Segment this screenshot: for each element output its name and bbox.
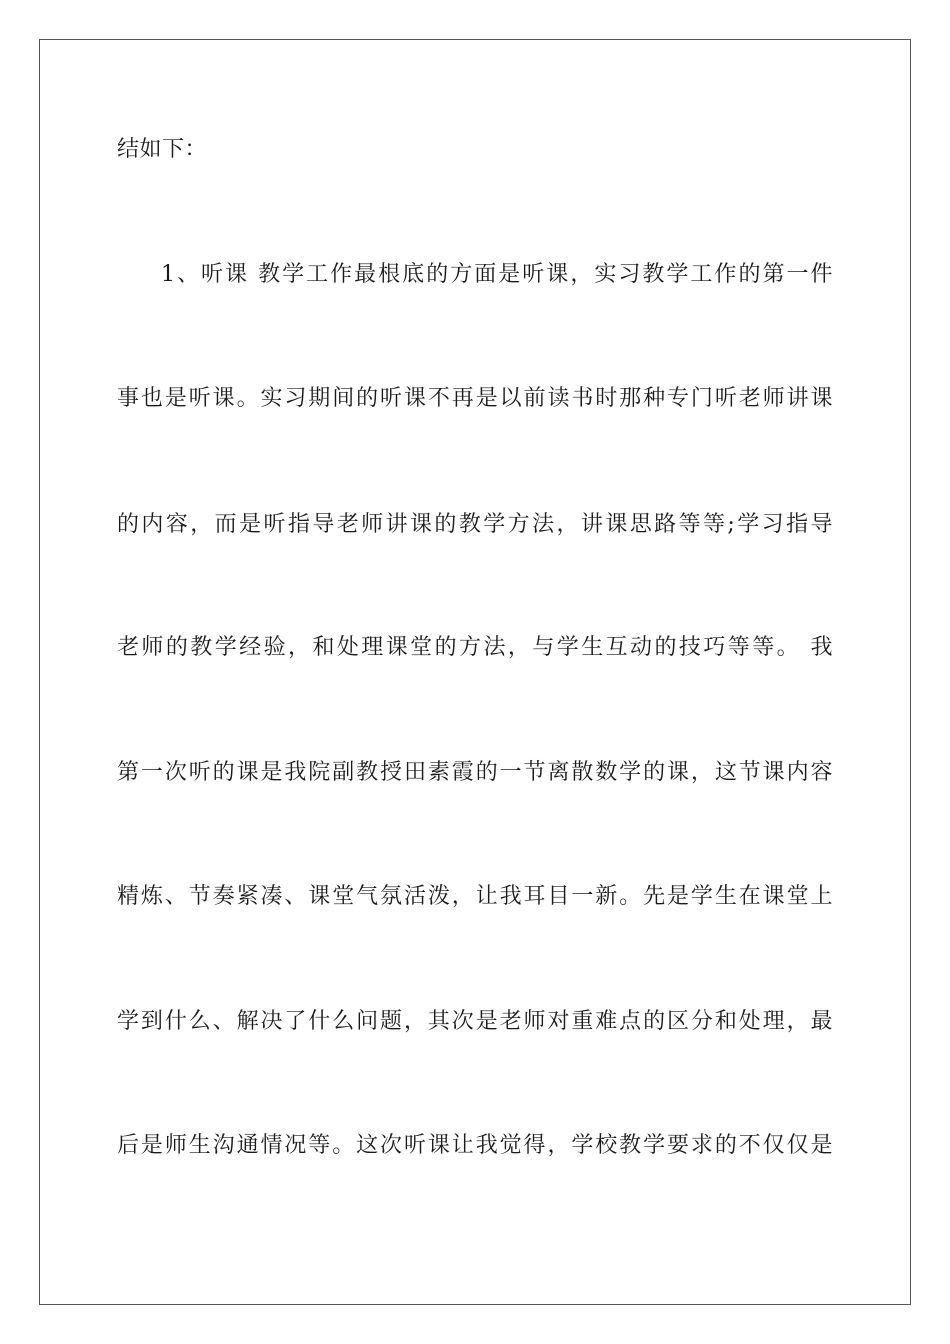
text-line-9: 后是师生沟通情况等。这次听课让我觉得，学校教学要求的不仅仅是 (117, 1133, 833, 1158)
text-line-1: 结如下： (117, 137, 208, 162)
text-line-6: 第一次听的课是我院副教授田素霞的一节离散数学的课，这节课内容 (117, 760, 833, 785)
page-border (39, 39, 911, 1305)
text-line-8: 学到什么、解决了什么问题，其次是老师对重难点的区分和处理，最 (117, 1009, 833, 1034)
text-line-4: 的内容，而是听指导老师讲课的教学方法，讲课思路等等;学习指导 (117, 512, 833, 537)
text-line-3: 事也是听课。实习期间的听课不再是以前读书时那种专门听老师讲课 (117, 386, 833, 411)
text-line-7: 精炼、节奏紧凑、课堂气氛活泼，让我耳目一新。先是学生在课堂上 (117, 884, 833, 909)
text-line-2: 1、听课 教学工作最根底的方面是听课，实习教学工作的第一件 (161, 262, 833, 287)
text-line-5: 老师的教学经验，和处理课堂的方法，与学生互动的技巧等等。 我 (117, 635, 833, 660)
